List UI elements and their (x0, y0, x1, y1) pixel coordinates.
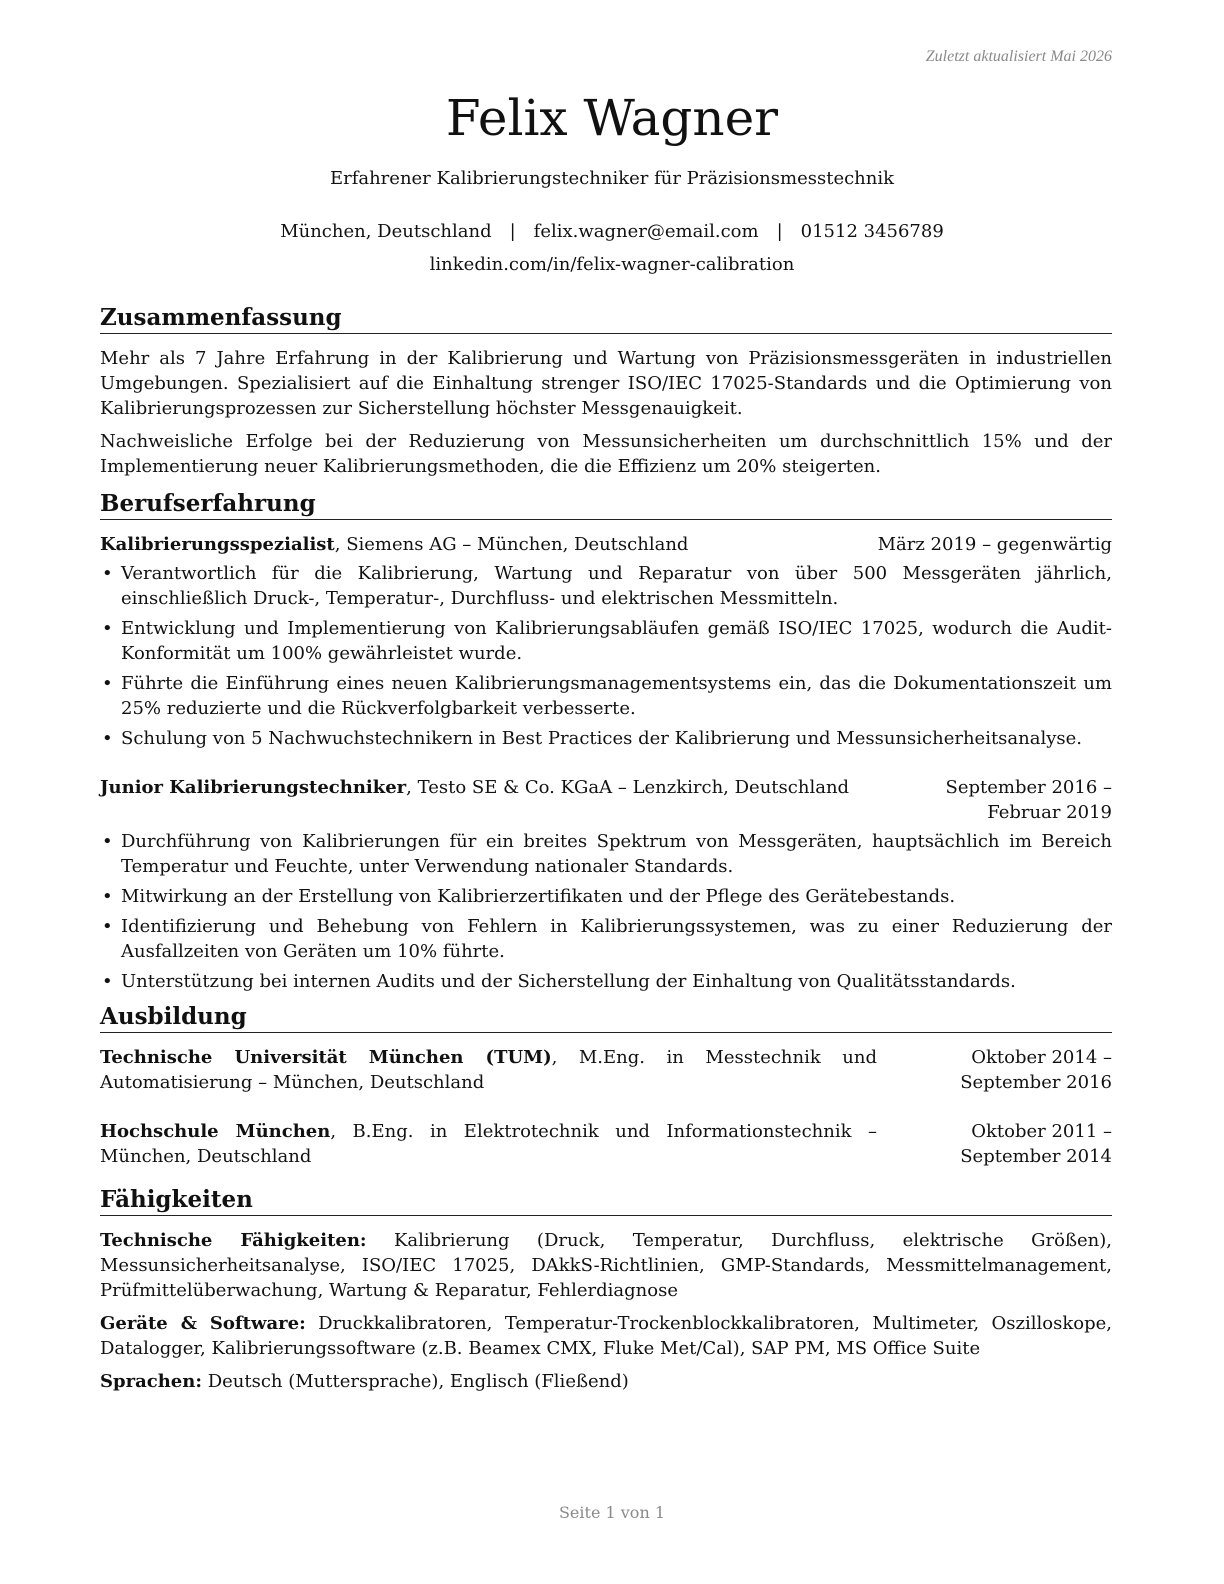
education-detail: , M.Eng. in Messtechnik und Automatisierung – München, Deutschland (100, 1047, 878, 1093)
job-bullet-list (100, 561, 1112, 751)
job-entry (100, 775, 1112, 994)
skill-label: Geräte & Software: (100, 1313, 306, 1334)
summary-section (100, 303, 1112, 479)
skill-line (100, 1311, 1112, 1361)
contact-separator: | (509, 221, 516, 242)
job-bullet: • Durchführung von Kalibrierungen für ein breites Spektrum von Messgeräten, hauptsächlich im Bereich Temperatur und Feuchte, unter Verwendung nationaler Standards. (100, 829, 1112, 879)
candidate-tagline: Erfahrener Kalibrierungstechniker für Präzisionsmesstechnik (329, 168, 895, 189)
contact-line (0, 219, 1224, 244)
education-school: Technische Universität München (TUM) (100, 1047, 552, 1068)
skill-line (100, 1369, 1112, 1394)
contact-linkedin[interactable]: linkedin.com/in/felix-wagner-calibration (429, 254, 795, 275)
skill-label: Sprachen: (100, 1371, 202, 1392)
job-role: Junior Kalibrierungstechniker (100, 777, 407, 798)
education-dates: Oktober 2014 – September 2016 (960, 1047, 1112, 1093)
job-bullet-list (100, 829, 1112, 994)
job-header (100, 532, 1112, 557)
education-header (100, 1045, 1112, 1095)
summary-paragraph: Nachweisliche Erfolge bei der Reduzierung von Messunsicherheiten um durchschnittlich 15% und der Implementierung neuer Kalibrierungsmethoden, die die Effizienz um 20% steigerten. (100, 431, 1112, 477)
job-bullet: • Führte die Einführung eines neuen Kalibrierungsmanagementsystems ein, das die Dokumentationszeit um 25% reduzierte und die Rückverfolgbarkeit verbesserte. (100, 671, 1112, 721)
job-entry (100, 532, 1112, 751)
job-dates: September 2016 – Februar 2019 (945, 777, 1112, 823)
education-title-line (100, 1045, 877, 1095)
education-detail: , B.Eng. in Elektrotechnik und Informationstechnik – München, Deutschland (100, 1121, 877, 1167)
skill-label: Technische Fähigkeiten: (100, 1230, 367, 1251)
candidate-name: Felix Wagner (445, 89, 779, 147)
last-updated-note: Zuletzt aktualisiert Mai 2026 (925, 48, 1112, 65)
education-dates: Oktober 2011 – September 2014 (960, 1121, 1112, 1167)
job-bullet: • Mitwirkung an der Erstellung von Kalibrierzertifikaten und der Pflege des Gerätebestands. (100, 884, 1112, 909)
experience-section (100, 489, 1112, 994)
job-title-line (100, 775, 872, 800)
job-bullet: • Entwicklung und Implementierung von Kalibrierungsabläufen gemäß ISO/IEC 17025, wodurch die Audit-Konformität um 100% gewährleistet wurde. (100, 616, 1112, 666)
contact-separator: | (776, 221, 783, 242)
section-title-summary: Zusammenfassung (100, 303, 1112, 334)
job-role: Kalibrierungsspezialist (100, 534, 335, 555)
page-number: Seite 1 von 1 (558, 1503, 666, 1522)
education-entry (100, 1045, 1112, 1095)
job-header (100, 775, 1112, 825)
education-school: Hochschule München (100, 1121, 331, 1142)
contact-email[interactable]: felix.wagner@email.com (533, 221, 759, 242)
section-title-skills: Fähigkeiten (100, 1185, 1112, 1216)
contact-location: München, Deutschland (280, 221, 492, 242)
resume-body (100, 303, 1112, 1402)
skill-text: Deutsch (Muttersprache), Englisch (Fließend) (201, 1371, 629, 1392)
contact-phone: 01512 3456789 (800, 221, 944, 242)
job-bullet: • Verantwortlich für die Kalibrierung, Wartung und Reparatur von über 500 Messgeräten jährlich, einschließlich Druck-, Temperatur-, Durchfluss- und elektrischen Messmitteln. (100, 561, 1112, 611)
skills-section (100, 1185, 1112, 1394)
job-dates: März 2019 – gegenwärtig (877, 534, 1112, 555)
job-title-line (100, 532, 878, 557)
job-bullet: • Unterstützung bei internen Audits und der Sicherstellung der Einhaltung von Qualitätsstandards. (100, 969, 1112, 994)
skill-line (100, 1228, 1112, 1303)
job-company: , Siemens AG – München, Deutschland (334, 534, 689, 555)
education-header (100, 1119, 1112, 1169)
education-entry (100, 1119, 1112, 1169)
job-company: , Testo SE & Co. KGaA – Lenzkirch, Deutschland (406, 777, 850, 798)
education-section (100, 1002, 1112, 1169)
skill-text: Kalibrierung (Druck, Temperatur, Durchfluss, elektrische Größen), Messunsicherheitsanalyse, ISO/IEC 17025, DAkkS-Richtlinien, GMP-Standards, Messmittelmanagement, Prüfmittelüberwachung, Wartung & Reparatur, Fehlerdiagnose (100, 1230, 1112, 1301)
skill-text: Druckkalibratoren, Temperatur-Trockenblockkalibratoren, Multimeter, Oszilloskope, Datalogger, Kalibrierungssoftware (z.B. Beamex CMX, Fluke Met/Cal), SAP PM, MS Office Suite (100, 1313, 1112, 1359)
summary-paragraph: Mehr als 7 Jahre Erfahrung in der Kalibrierung und Wartung von Präzisionsmessgeräten in industriellen Umgebungen. Spezialisiert auf die Einhaltung strenger ISO/IEC 17025-Standards und die Optimierung von Kalibrierungsprozessen zur Sicherstellung höchster Messgenauigkeit. (100, 348, 1112, 419)
education-title-line (100, 1119, 877, 1169)
section-title-education: Ausbildung (100, 1002, 1112, 1033)
job-bullet: • Identifizierung und Behebung von Fehlern in Kalibrierungssystemen, was zu einer Reduzierung der Ausfallzeiten von Geräten um 10% führte. (100, 914, 1112, 964)
job-bullet: • Schulung von 5 Nachwuchstechnikern in Best Practices der Kalibrierung und Messunsicherheitsanalyse. (100, 726, 1112, 751)
section-title-experience: Berufserfahrung (100, 489, 1112, 520)
